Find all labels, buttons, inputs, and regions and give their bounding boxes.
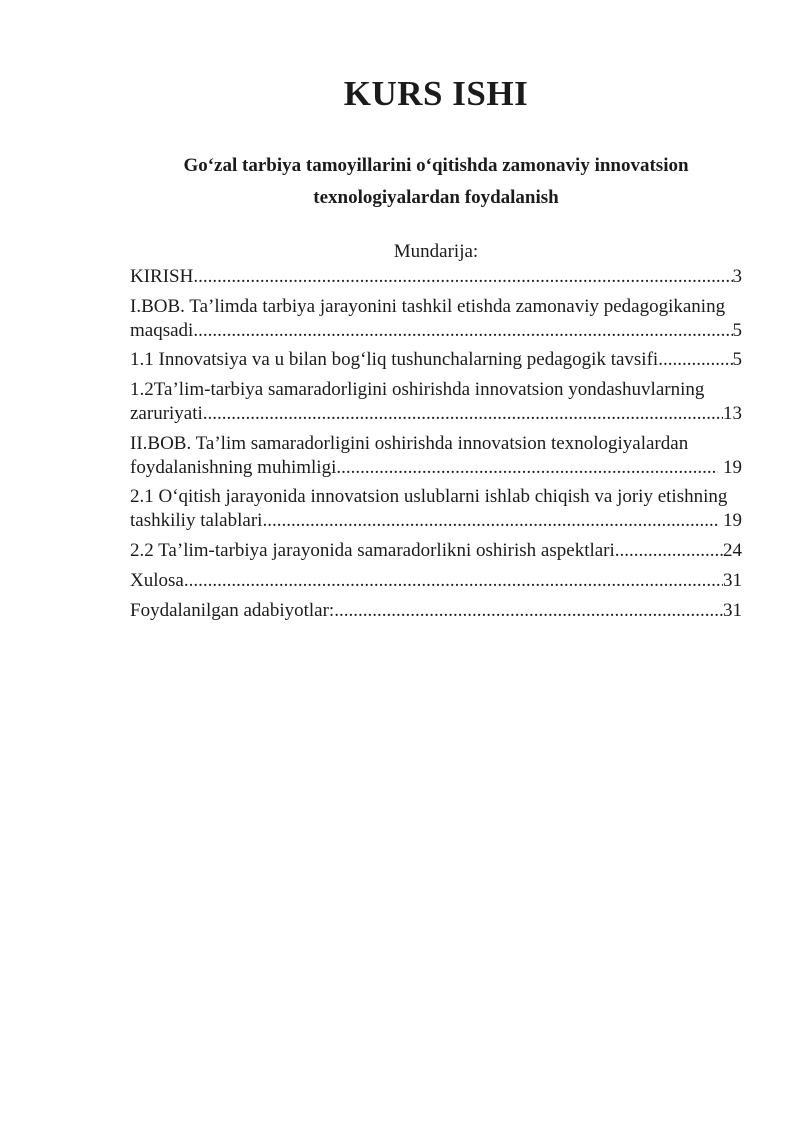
dot-leader [184, 569, 723, 593]
toc-entry-text: maqsadi [130, 319, 194, 341]
toc-entry-line: I.BOB. Ta’limda tarbiya jarayonini tashkil etishda zamonaviy pedagogikaning [130, 295, 726, 317]
toc-entry-text: Xulosa [130, 569, 184, 591]
toc-entry-text: zaruriyati [130, 402, 203, 424]
toc-page-number: 5 [732, 349, 742, 371]
toc-page-number: 13 [723, 402, 742, 424]
toc-heading: Mundarija: [393, 241, 479, 262]
toc-entry [130, 378, 742, 426]
toc-entry-lastline [130, 509, 742, 533]
toc-page-number: 19 [718, 510, 742, 532]
toc-entry-line: II.BOB. Ta’lim samaradorligini oshirishda innovatsion texnologiyalardan [130, 432, 689, 454]
toc-entry [130, 539, 742, 563]
dot-leader [193, 265, 732, 289]
dot-leader [336, 456, 718, 480]
toc-entry-text: tashkiliy talablari [130, 510, 263, 532]
toc-entry-text: 2.2 Ta’lim-tarbiya jarayonida samaradorlikni oshirish aspektlari [130, 539, 615, 561]
toc-entry-lastline [130, 265, 742, 289]
dot-leader [193, 319, 732, 343]
toc-page-number: 19 [718, 456, 742, 478]
toc-entry-line: 2.1 O‘qitish jarayonida innovatsion uslublarni ishlab chiqish va joriy etishning [130, 486, 728, 508]
toc-entry-text: Foydalanilgan adabiyotlar: [130, 599, 335, 621]
toc-entry [130, 599, 742, 623]
toc-page-number: 31 [723, 599, 742, 621]
toc-page-number: 5 [732, 319, 742, 341]
toc-entry-line: 1.2Ta’lim-tarbiya samaradorligini oshirishda innovatsion yondashuvlarning [130, 379, 705, 401]
subtitle-line-1: Go‘zal tarbiya tamoyillarini o‘qitishda zamonaviy innovatsion [183, 155, 689, 176]
dot-leader [615, 539, 723, 563]
toc-entry-text: 1.1 Innovatsiya va u bilan bog‘liq tushunchalarning pedagogik tavsifi [130, 349, 659, 371]
toc-entry-lastline [130, 539, 742, 563]
toc-page-number: 3 [732, 266, 742, 287]
toc-entry [130, 265, 742, 289]
toc-entry-lastline [130, 348, 742, 372]
toc-entry [130, 569, 742, 593]
table-of-contents [130, 265, 742, 622]
document-subtitle [130, 150, 742, 214]
toc-entry-lastline [130, 402, 742, 426]
toc-entry-text: foydalanishning muhimligi [130, 456, 337, 478]
dot-leader [658, 348, 732, 372]
toc-page-number: 31 [723, 569, 742, 591]
dot-leader [334, 599, 723, 623]
toc-entry [130, 348, 742, 372]
toc-entry-lastline [130, 599, 742, 623]
toc-entry-lastline [130, 569, 742, 593]
toc-entry-lastline [130, 319, 742, 343]
subtitle-line-2: texnologiyalardan foydalanish [313, 187, 559, 208]
dot-leader [203, 402, 723, 426]
dot-leader [262, 509, 718, 533]
document-title: KURS ISHI [343, 74, 529, 113]
toc-entry [130, 295, 742, 343]
toc-entry-text: KIRISH [130, 266, 194, 287]
toc-entry [130, 485, 742, 533]
toc-page-number: 24 [723, 539, 742, 561]
toc-entry [130, 432, 742, 480]
toc-entry-lastline [130, 456, 742, 480]
